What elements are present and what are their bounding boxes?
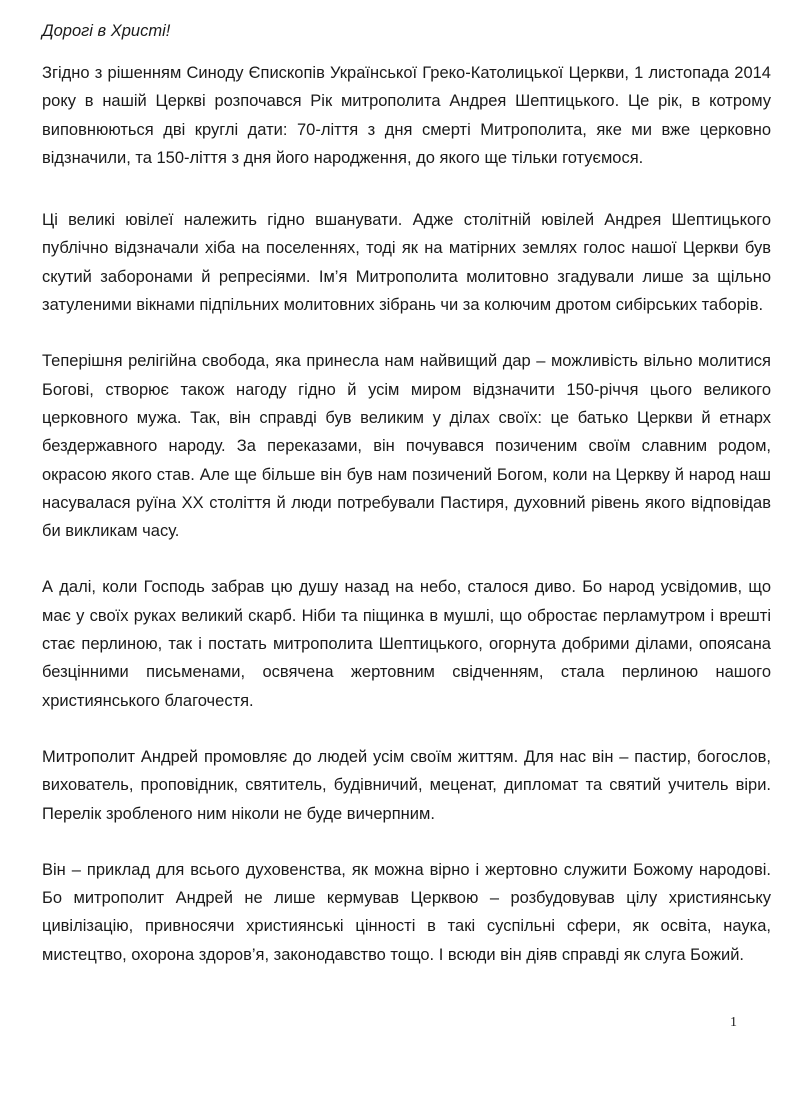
paragraph-1: Згідно з рішенням Синоду Єпископів Української Греко-Католицької Церкви, 1 листопада 2014 року в нашій Церкві розпочався Рік митрополита Андрея Шептицького. Це рік, в котрому виповнюються дві круглі дати: 70-ліття з дня смерті Митрополита, яке ми вже церковно відзначили, та 150-ліття з дня його народження, до якого ще тільки готуємося.: [42, 64, 771, 167]
page-number: 1: [730, 1015, 737, 1030]
paragraph-4: А далі, коли Господь забрав цю душу назад на небо, сталося диво. Бо народ усвідомив, що має у своїх руках великий скарб. Ніби та піщинка в мушлі, що обростає перламутром і врешті стає перлиною, так і постать митрополита Шептицького, огорнута добрими ділами, опоясана безцінними письменами, освячена жертовним свідченням, стала перлиною нашого християнського благочестя.: [42, 578, 771, 710]
greeting: Дорогі в Христі!: [42, 22, 171, 40]
paragraph-5: Митрополит Андрей промовляє до людей усім своїм життям. Для нас він – пастир, богослов, вихователь, проповідник, святитель, будівничий, меценат, дипломат та святий учитель віри. Перелік зробленого ним ніколи не буде вичерпним.: [42, 747, 771, 823]
letter-body: [42, 59, 771, 997]
paragraph-6: Він – приклад для всього духовенства, як можна вірно і жертовно служити Божому народові. Бо митрополит Андрей не лише кермував Церквою – розбудовував цілу християнську цивілізацію, привносячи християнські цінності в такі суспільні сфери, як освіта, наука, мистецтво, охорона здоров’я, законодавство тощо. І всюди він діяв справді як слуга Божий.: [42, 860, 771, 964]
paragraph-3: Теперішня релігійна свобода, яка принесла нам найвищий дар – можливість вільно молитися Богові, створює також нагоду гідно й усім миром відзначити 150-річчя цього великого церковного мужа. Так, він справді був великим у ділах своїх: це батько Церкви й етнарх бездержавного народу. За переказами, він почувався позиченим своїм славним родом, окрасою якого став. Але ще більше він був нам позичений Богом, коли на Церкву й народ наш насувалася руїна ХХ століття й люди потребували Пастиря, духовний рівень якого відповідав би викликам часу.: [42, 352, 771, 541]
paragraph-2: Ці великі ювілеї належить гідно вшанувати. Адже столітній ювілей Андрея Шептицького публічно відзначали хіба на поселеннях, тоді як на матірних землях голос нашої Церкви був скутий заборонами й репресіями. Ім’я Митрополита молитовно згадували лише за щільно затуленими вікнами підпільних молитовних зібрань чи за колючим дротом сибірських таборів.: [42, 211, 771, 315]
